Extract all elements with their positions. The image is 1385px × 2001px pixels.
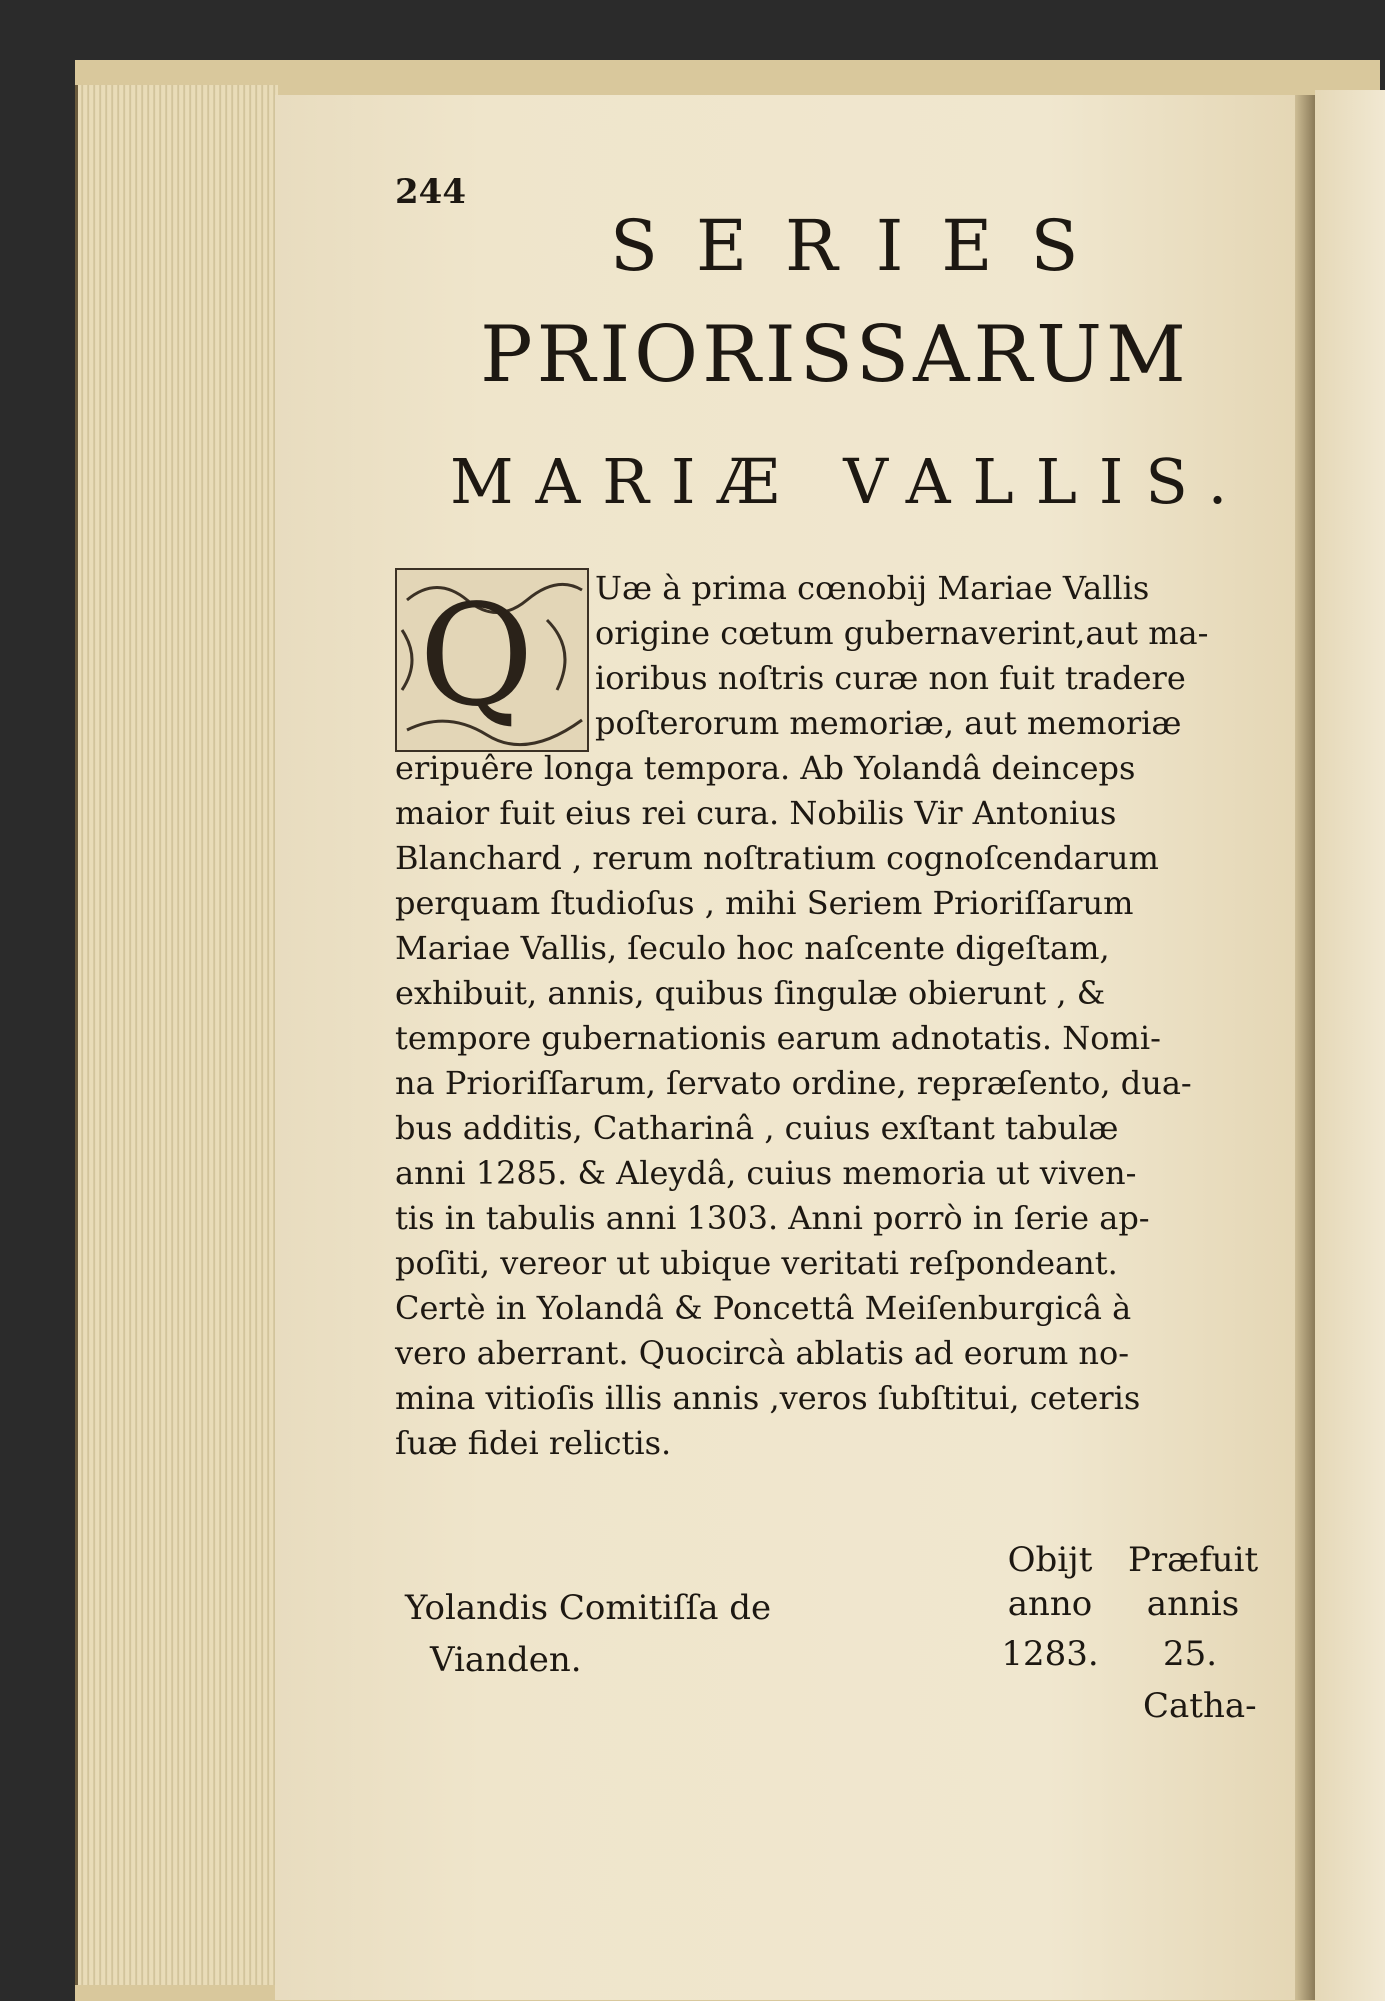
body-line: poſterorum memoriæ, aut memoriæ <box>595 704 1182 742</box>
catchword: Catha- <box>1143 1686 1257 1726</box>
body-line: vero aberrant. Quocircà ablatis ad eorum no- <box>395 1334 1130 1372</box>
body-line: poſiti, vereor ut ubique veritati reſpondeant. <box>395 1244 1118 1282</box>
page-edges <box>75 85 278 1985</box>
body-line: bus additis, Catharinâ , cuius exſtant tabulæ <box>395 1109 1119 1147</box>
facing-page-edge <box>1315 90 1385 2001</box>
entry-name-line: Vianden. <box>430 1640 582 1680</box>
entry-name-line: Yolandis Comitiſſa de <box>405 1588 772 1628</box>
col-header-obiit-line: anno <box>1007 1584 1093 1624</box>
title-priorissarum: PRIORISSARUM <box>480 310 1190 400</box>
body-line: anni 1285. & Aleydâ, cuius memoria ut viven- <box>395 1154 1137 1192</box>
body-line: eripuêre longa tempora. Ab Yolandâ deinceps <box>395 749 1136 787</box>
drop-cap-letter: Q <box>419 575 534 738</box>
col-header-praefuit <box>1128 1538 1258 1626</box>
body-line: perquam ſtudioſus , mihi Seriem Prioriſſarum <box>395 884 1134 922</box>
body-line: Uæ à prima cœnobij Mariae Vallis <box>595 569 1150 607</box>
body-line: Certè in Yolandâ & Poncettâ Meiſenburgicâ à <box>395 1289 1132 1327</box>
body-line: tis in tabulis anni 1303. Anni porrò in ſerie ap- <box>395 1199 1150 1237</box>
body-line: exhibuit, annis, quibus ſingulæ obierunt , & <box>395 974 1106 1012</box>
body-line: na Prioriſſarum, ſervato ordine, repræſento, dua- <box>395 1064 1192 1102</box>
page-number: 244 <box>395 172 466 212</box>
entry-obiit-year: 1283. <box>1001 1634 1099 1674</box>
book-gutter <box>1295 95 1315 2000</box>
body-line: ſuæ fidei relictis. <box>395 1424 672 1462</box>
body-line: Mariae Vallis, ſeculo hoc naſcente digeſtam, <box>395 929 1110 967</box>
body-line: Blanchard , rerum noſtratium cognoſcendarum <box>395 839 1159 877</box>
title-mariae-vallis: MARIÆ VALLIS. <box>450 445 1250 518</box>
entry-name <box>405 1582 771 1686</box>
col-header-obiit-line: Obijt <box>1007 1540 1093 1580</box>
body-line: ioribus noſtris curæ non fuit tradere <box>595 659 1186 697</box>
col-header-obiit <box>985 1538 1115 1626</box>
entry-praefuit-years: 25. <box>1162 1634 1218 1674</box>
body-line: mina vitioſis illis annis ,veros ſubſtitui, ceteris <box>395 1379 1141 1417</box>
body-line: origine cœtum gubernaverint,aut ma- <box>595 614 1209 652</box>
body-line: tempore gubernationis earum adnotatis. Nomi- <box>395 1019 1161 1057</box>
col-header-praefuit-line: annis <box>1146 1584 1240 1624</box>
body-paragraph <box>395 566 1275 1466</box>
col-header-praefuit-line: Præfuit <box>1128 1540 1259 1580</box>
body-line: maior fuit eius rei cura. Nobilis Vir Antonius <box>395 794 1117 832</box>
title-series: SERIES <box>610 205 1117 287</box>
